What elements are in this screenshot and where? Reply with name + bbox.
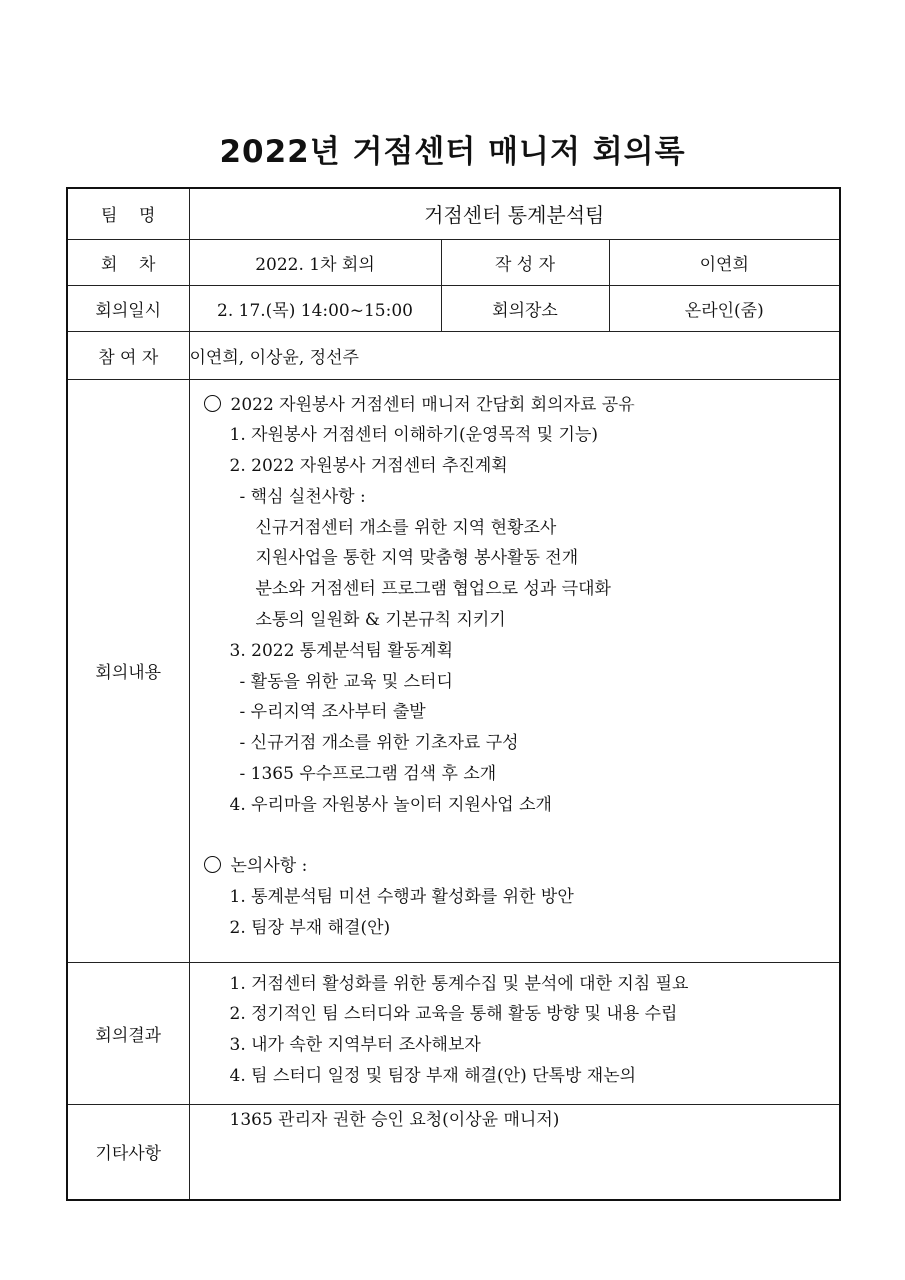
result-item: 3. 내가 속한 지역부터 조사해보자 [229,1035,481,1056]
session-label-text: 회 차 [101,254,156,275]
content-item: - 핵심 실천사항 : [239,486,366,507]
document-title: 2022년 거점센터 매니저 회의록 [219,134,686,170]
circle-bullet-icon [204,395,221,412]
result-label: 회의결과 [67,962,189,1104]
discussion-item: 1. 통계분석팀 미션 수행과 활성화를 위한 방안 [229,887,574,908]
content-label: 회의내용 [67,379,189,962]
section2-title: 논의사항 : [230,856,308,877]
circle-bullet-icon [204,856,221,873]
content-row [67,379,840,962]
datetime-label: 회의일시 [67,285,189,331]
minutes-table [66,187,841,1201]
team-row [67,188,840,239]
content-item: 지원사업을 통한 지역 맞춤형 봉사활동 전개 [255,548,579,569]
datetime-row [67,285,840,331]
etc-row [67,1104,840,1200]
team-label [67,188,189,239]
session-row [67,239,840,285]
content-item: - 1365 우수프로그램 검색 후 소개 [239,764,497,785]
result-item: 2. 정기적인 팀 스터디와 교육을 통해 활동 방향 및 내용 수립 [229,1004,678,1025]
etc-label: 기타사항 [67,1104,189,1200]
result-item: 1. 거점센터 활성화를 위한 통계수집 및 분석에 대한 지침 필요 [229,973,689,994]
writer-value: 이연희 [609,239,840,285]
content-item: 1. 자원봉사 거점센터 이해하기(운영목적 및 기능) [229,425,599,446]
section1-title: 2022 자원봉사 거점센터 매니저 간담회 회의자료 공유 [230,394,635,415]
attendees-label: 참 여 자 [67,331,189,379]
place-value: 온라인(줌) [609,285,840,331]
session-value: 2022. 1차 회의 [189,239,441,285]
team-value: 거점센터 통계분석팀 [189,188,840,239]
team-label-text: 팀 명 [101,206,156,227]
etc-value: 1365 관리자 권한 승인 요청(이상윤 매니저) [229,1109,560,1130]
content-body [189,379,840,962]
content-item: 4. 우리마을 자원봉사 놀이터 지원사업 소개 [229,794,552,815]
discussion-item: 2. 팀장 부재 해결(안) [229,918,391,939]
attendees-value: 이연희, 이상윤, 정선주 [189,331,840,379]
content-item: 3. 2022 통계분석팀 활동계획 [229,640,453,661]
datetime-value: 2. 17.(목) 14:00~15:00 [189,285,441,331]
writer-label: 작 성 자 [441,239,609,285]
attendees-row [67,331,840,379]
content-item: - 활동을 위한 교육 및 스터디 [239,671,453,692]
etc-body [189,1104,840,1200]
blank-line [190,821,840,852]
content-item: 2. 2022 자원봉사 거점센터 추진계획 [229,456,508,477]
content-item: 소통의 일원화 & 기본규칙 지키기 [255,610,506,631]
content-item: - 신규거점 개소를 위한 기초자료 구성 [239,733,519,754]
content-item: 분소와 거점센터 프로그램 협업으로 성과 극대화 [255,579,611,600]
result-item: 4. 팀 스터디 일정 및 팀장 부재 해결(안) 단톡방 재논의 [229,1065,637,1086]
place-label: 회의장소 [441,285,609,331]
section2-heading [190,851,840,882]
content-item: - 우리지역 조사부터 출발 [239,702,426,723]
section1-heading [190,390,840,421]
result-row [67,962,840,1104]
result-body [189,962,840,1104]
session-label [67,239,189,285]
content-item: 신규거점센터 개소를 위한 지역 현황조사 [255,517,557,538]
